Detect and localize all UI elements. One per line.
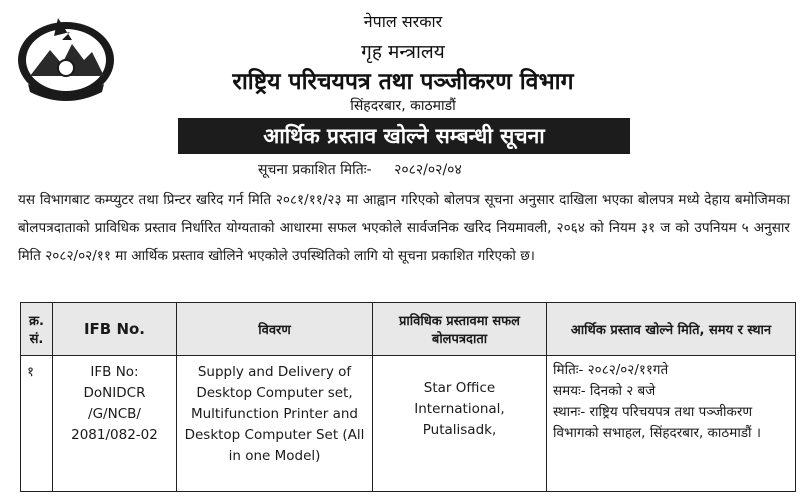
office-location: सिंहदरबार, काठमाडौं xyxy=(350,98,456,114)
table-row xyxy=(21,356,796,492)
col-header-bidder: प्राविधिक प्रस्तावमा सफल बोलपत्रदाता xyxy=(373,303,547,356)
col-header-description: विवरण xyxy=(177,303,373,356)
notice-title: आर्थिक प्रस्ताव खोल्ने सम्बन्धी सूचना xyxy=(178,118,630,154)
schedule-time: समयः- दिनको २ बजे xyxy=(553,383,656,399)
row-schedule xyxy=(547,356,796,492)
schedule-date: मितिः- २०८२/०२/११गते xyxy=(553,362,669,378)
department-name: राष्ट्रिय परिचयपत्र तथा पञ्जीकरण विभाग xyxy=(232,69,574,95)
table-header-row xyxy=(21,303,796,356)
col-header-ifb: IFB No. xyxy=(53,303,177,356)
publish-date-line xyxy=(258,160,462,179)
col-header-sn: क्र. सं. xyxy=(21,303,53,356)
government-name: नेपाल सरकार xyxy=(363,12,443,31)
row-description: Supply and Delivery of Desktop Computer set, Multifunction Printer and Desktop Computer Set (All in one Model) xyxy=(177,356,373,492)
notice-body: यस विभागबाट कम्प्युटर तथा प्रिन्टर खरिद गर्न मिति २०८१/११/२३ मा आह्वान गरिएको बोलपत्र सूचना अनुसार दाखिला भएका बोलपत्र मध्ये देहाय बमोजिमका बोलपत्रदाताको प्राविधिक प्रस्ताव निर्धारित योग्यताको आधारमा सफल भएकोले सार्वजनिक खरिद नियमावली, २०६४ को नियम ३१ ज को उपनियम ५ अनुसार मिति २०८२/०२/११ मा आर्थिक प्रस्ताव खोलिने भएकोले उपस्थितिको लागि यो सूचना प्रकाशित गरिएको छ। xyxy=(18,192,790,264)
col-header-schedule: आर्थिक प्रस्ताव खोल्ने मिति, समय र स्थान xyxy=(547,303,796,356)
schedule-place: स्थानः- राष्ट्रिय परिचयपत्र तथा पञ्जीकरण विभागको सभाहल, सिंहदरबार, काठमाडौं । xyxy=(553,404,761,441)
publish-date-value: २०८२/०२/०४ xyxy=(394,162,462,178)
ministry-name: गृह मन्त्रालय xyxy=(361,41,445,63)
publish-date-label: सूचना प्रकाशित मितिः- xyxy=(258,162,372,178)
bid-table xyxy=(20,302,796,492)
row-bidder: Star Office International, Putalisadk, xyxy=(373,356,547,492)
row-sn: १ xyxy=(21,356,53,492)
row-ifb: IFB No: DoNIDCR /G/NCB/ 2081/082-02 xyxy=(53,356,177,492)
